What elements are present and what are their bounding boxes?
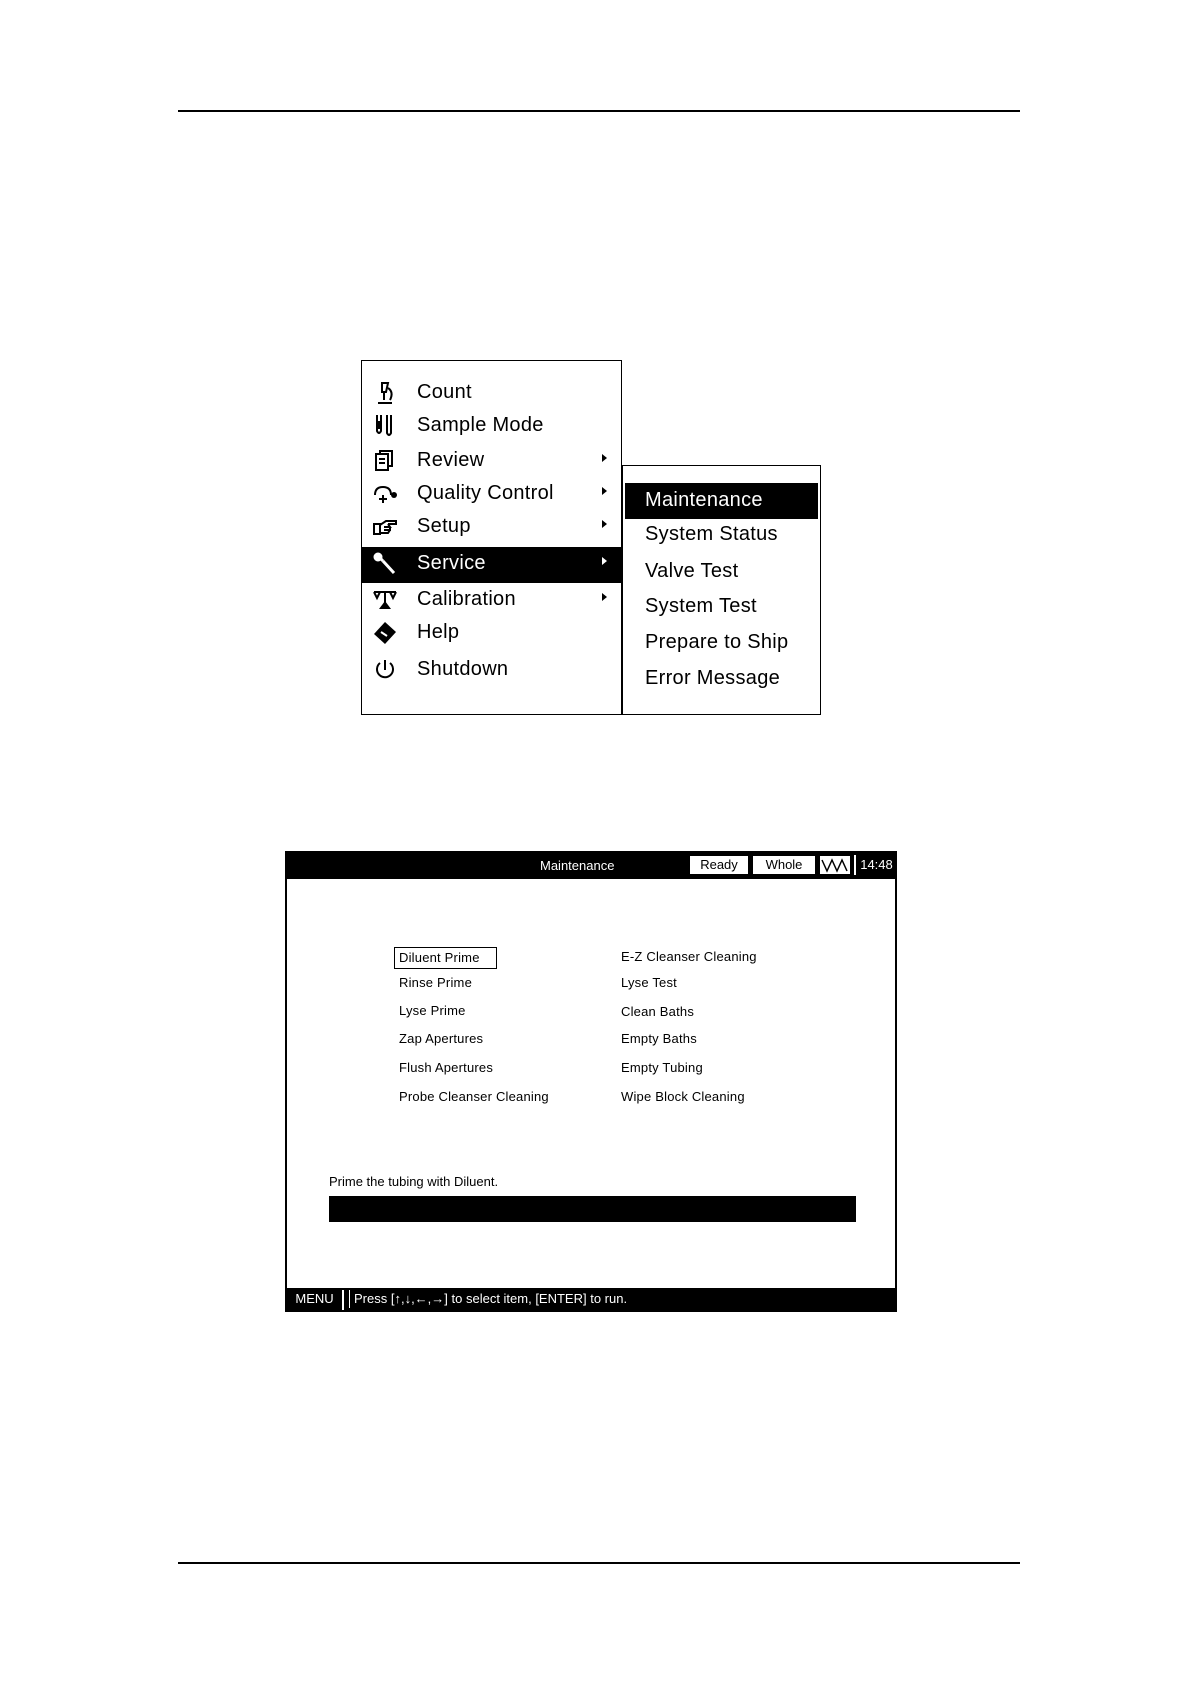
footer-rule xyxy=(178,1562,1020,1564)
waveform-icon xyxy=(819,855,851,875)
submenu-item-label: Prepare to Ship xyxy=(645,631,789,653)
menu-item-label: Sample Mode xyxy=(417,414,544,436)
hint-text: Press [↑,↓,←,→] to select item, [ENTER] to run. xyxy=(349,1290,627,1308)
submenu-item-label: System Status xyxy=(645,523,778,545)
submenu-item-label: Maintenance xyxy=(645,489,763,511)
test-tubes-icon xyxy=(372,413,398,439)
submenu-arrow-icon xyxy=(602,557,607,565)
power-icon xyxy=(372,657,398,683)
submenu-item-label: Error Message xyxy=(645,667,781,689)
title-bar xyxy=(287,853,895,879)
submenu-arrow-icon xyxy=(602,520,607,528)
option-diluent-prime[interactable]: Diluent Prime xyxy=(394,947,497,969)
quality-control-icon xyxy=(372,481,398,507)
bottom-bar xyxy=(287,1288,895,1310)
submenu-item-label: Valve Test xyxy=(645,560,739,582)
option-clean-baths[interactable]: Clean Baths xyxy=(621,1004,695,1019)
microscope-icon xyxy=(372,380,398,406)
document-stack-icon xyxy=(372,448,398,474)
submenu-arrow-icon xyxy=(602,454,607,462)
menu-item-label: Calibration xyxy=(417,588,516,610)
balance-scale-icon xyxy=(372,587,398,613)
option-lyse-prime[interactable]: Lyse Prime xyxy=(399,1003,466,1018)
menu-item-calibration[interactable] xyxy=(362,583,621,619)
status-ready-badge: Ready xyxy=(689,855,749,875)
option-empty-tubing[interactable]: Empty Tubing xyxy=(621,1060,703,1075)
menu-item-quality-control[interactable] xyxy=(362,477,621,513)
menu-item-sample-mode[interactable] xyxy=(362,409,621,445)
menu-item-label: Count xyxy=(417,381,472,403)
help-book-icon xyxy=(372,620,398,646)
main-menu xyxy=(361,360,622,715)
option-ez-cleanser-cleaning[interactable]: E-Z Cleanser Cleaning xyxy=(621,949,757,964)
option-flush-apertures[interactable]: Flush Apertures xyxy=(399,1060,494,1075)
option-lyse-test[interactable]: Lyse Test xyxy=(621,975,677,990)
submenu-arrow-icon xyxy=(602,487,607,495)
menu-item-setup[interactable] xyxy=(362,510,621,546)
option-zap-apertures[interactable]: Zap Apertures xyxy=(399,1031,484,1046)
menu-item-label: Review xyxy=(417,449,485,471)
header-rule xyxy=(178,110,1020,112)
submenu-item-prepare-to-ship[interactable] xyxy=(625,625,818,661)
menu-button[interactable]: MENU xyxy=(287,1290,344,1310)
wrench-icon xyxy=(372,551,398,577)
menu-item-label: Help xyxy=(417,621,460,643)
submenu-item-maintenance[interactable] xyxy=(625,483,818,519)
menu-item-help[interactable] xyxy=(362,616,621,652)
submenu-item-label: System Test xyxy=(645,595,757,617)
menu-item-label: Shutdown xyxy=(417,658,509,680)
service-submenu xyxy=(622,465,821,715)
submenu-item-system-status[interactable] xyxy=(625,517,818,553)
maintenance-screen xyxy=(285,851,897,1312)
menu-item-count[interactable] xyxy=(362,376,621,412)
submenu-arrow-icon xyxy=(602,593,607,601)
prompt-text: Prime the tubing with Diluent. xyxy=(329,1174,499,1189)
progress-bar xyxy=(329,1196,856,1222)
menu-item-label: Setup xyxy=(417,515,471,537)
clock: 14:48 xyxy=(854,855,897,875)
submenu-item-error-message[interactable] xyxy=(625,661,818,697)
menu-item-label: Service xyxy=(417,552,486,574)
option-probe-cleanser-cleaning[interactable]: Probe Cleanser Cleaning xyxy=(399,1089,549,1104)
submenu-item-valve-test[interactable] xyxy=(625,554,818,590)
menu-item-service[interactable] xyxy=(362,547,621,583)
submenu-item-system-test[interactable] xyxy=(625,589,818,625)
option-empty-baths[interactable]: Empty Baths xyxy=(621,1031,697,1046)
sample-mode-badge: Whole xyxy=(752,855,816,875)
menu-item-shutdown[interactable] xyxy=(362,653,621,689)
option-rinse-prime[interactable]: Rinse Prime xyxy=(399,975,472,990)
screen-title: Maintenance xyxy=(540,858,615,873)
menu-item-review[interactable] xyxy=(362,444,621,480)
option-wipe-block-cleaning[interactable]: Wipe Block Cleaning xyxy=(621,1089,745,1104)
pointing-hand-icon xyxy=(372,514,398,540)
menu-item-label: Quality Control xyxy=(417,482,554,504)
